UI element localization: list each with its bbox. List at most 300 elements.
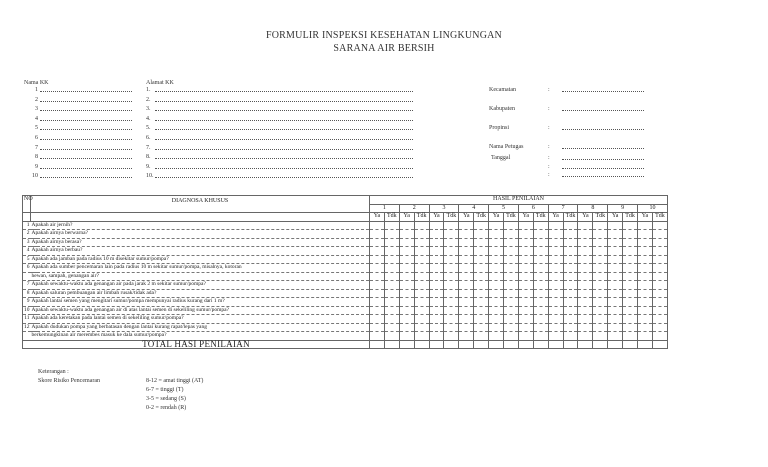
answer-cell[interactable] xyxy=(533,264,548,273)
answer-cell[interactable] xyxy=(444,221,459,230)
answer-cell[interactable] xyxy=(652,272,667,281)
nama-kk-field[interactable] xyxy=(40,96,132,102)
answer-cell[interactable] xyxy=(578,306,593,315)
answer-cell[interactable] xyxy=(429,289,444,298)
answer-cell[interactable] xyxy=(489,306,504,315)
answer-cell[interactable] xyxy=(399,272,414,281)
answer-cell[interactable] xyxy=(489,281,504,290)
field-input[interactable] xyxy=(562,143,644,149)
answer-cell[interactable] xyxy=(652,306,667,315)
nama-kk-field[interactable] xyxy=(40,115,132,121)
answer-cell[interactable] xyxy=(548,315,563,324)
answer-cell[interactable] xyxy=(474,272,489,281)
answer-cell[interactable] xyxy=(623,247,638,256)
answer-cell[interactable] xyxy=(474,238,489,247)
answer-cell[interactable] xyxy=(444,264,459,273)
answer-cell[interactable] xyxy=(384,332,399,341)
answer-cell[interactable] xyxy=(533,221,548,230)
answer-cell[interactable] xyxy=(518,255,533,264)
answer-cell[interactable] xyxy=(608,332,623,341)
answer-cell[interactable] xyxy=(414,332,429,341)
answer-cell[interactable] xyxy=(518,247,533,256)
answer-cell[interactable] xyxy=(429,298,444,307)
answer-cell[interactable] xyxy=(429,247,444,256)
answer-cell[interactable] xyxy=(608,323,623,332)
answer-cell[interactable] xyxy=(489,323,504,332)
answer-cell[interactable] xyxy=(518,289,533,298)
answer-cell[interactable] xyxy=(652,298,667,307)
nama-kk-field[interactable] xyxy=(40,105,132,111)
answer-cell[interactable] xyxy=(444,306,459,315)
alamat-kk-field[interactable] xyxy=(155,105,413,111)
nama-kk-field[interactable] xyxy=(40,86,132,92)
answer-cell[interactable] xyxy=(504,281,519,290)
answer-cell[interactable] xyxy=(370,289,385,298)
answer-cell[interactable] xyxy=(548,255,563,264)
answer-cell[interactable] xyxy=(504,230,519,239)
answer-cell[interactable] xyxy=(504,255,519,264)
answer-cell[interactable] xyxy=(652,238,667,247)
answer-cell[interactable] xyxy=(444,298,459,307)
answer-cell[interactable] xyxy=(370,323,385,332)
answer-cell[interactable] xyxy=(489,230,504,239)
answer-cell[interactable] xyxy=(652,289,667,298)
answer-cell[interactable] xyxy=(370,221,385,230)
answer-cell[interactable] xyxy=(459,230,474,239)
nama-kk-field[interactable] xyxy=(40,172,132,178)
nama-kk-field[interactable] xyxy=(40,144,132,150)
answer-cell[interactable] xyxy=(474,306,489,315)
answer-cell[interactable] xyxy=(578,247,593,256)
answer-cell[interactable] xyxy=(578,221,593,230)
answer-cell[interactable] xyxy=(489,255,504,264)
answer-cell[interactable] xyxy=(414,238,429,247)
nama-kk-field[interactable] xyxy=(40,163,132,169)
answer-cell[interactable] xyxy=(623,221,638,230)
answer-cell[interactable] xyxy=(623,289,638,298)
answer-cell[interactable] xyxy=(444,238,459,247)
answer-cell[interactable] xyxy=(518,264,533,273)
answer-cell[interactable] xyxy=(444,323,459,332)
answer-cell[interactable] xyxy=(384,315,399,324)
answer-cell[interactable] xyxy=(623,323,638,332)
answer-cell[interactable] xyxy=(414,230,429,239)
answer-cell[interactable] xyxy=(504,221,519,230)
answer-cell[interactable] xyxy=(399,238,414,247)
answer-cell[interactable] xyxy=(563,298,578,307)
answer-cell[interactable] xyxy=(623,264,638,273)
total-cell[interactable] xyxy=(623,340,638,349)
answer-cell[interactable] xyxy=(578,289,593,298)
answer-cell[interactable] xyxy=(384,264,399,273)
total-cell[interactable] xyxy=(414,340,429,349)
answer-cell[interactable] xyxy=(623,298,638,307)
answer-cell[interactable] xyxy=(608,255,623,264)
nama-kk-field[interactable] xyxy=(40,134,132,140)
answer-cell[interactable] xyxy=(533,247,548,256)
answer-cell[interactable] xyxy=(444,255,459,264)
answer-cell[interactable] xyxy=(459,238,474,247)
answer-cell[interactable] xyxy=(533,255,548,264)
answer-cell[interactable] xyxy=(548,332,563,341)
field-input[interactable] xyxy=(562,86,644,92)
answer-cell[interactable] xyxy=(578,272,593,281)
answer-cell[interactable] xyxy=(489,221,504,230)
total-cell[interactable] xyxy=(593,340,608,349)
answer-cell[interactable] xyxy=(370,298,385,307)
answer-cell[interactable] xyxy=(623,230,638,239)
answer-cell[interactable] xyxy=(489,298,504,307)
answer-cell[interactable] xyxy=(578,315,593,324)
answer-cell[interactable] xyxy=(623,315,638,324)
answer-cell[interactable] xyxy=(518,238,533,247)
answer-cell[interactable] xyxy=(459,323,474,332)
answer-cell[interactable] xyxy=(608,298,623,307)
answer-cell[interactable] xyxy=(384,298,399,307)
answer-cell[interactable] xyxy=(593,247,608,256)
answer-cell[interactable] xyxy=(623,272,638,281)
answer-cell[interactable] xyxy=(563,289,578,298)
answer-cell[interactable] xyxy=(548,247,563,256)
answer-cell[interactable] xyxy=(638,332,653,341)
answer-cell[interactable] xyxy=(533,323,548,332)
answer-cell[interactable] xyxy=(370,264,385,273)
answer-cell[interactable] xyxy=(414,315,429,324)
answer-cell[interactable] xyxy=(638,255,653,264)
answer-cell[interactable] xyxy=(414,323,429,332)
answer-cell[interactable] xyxy=(384,272,399,281)
answer-cell[interactable] xyxy=(518,306,533,315)
answer-cell[interactable] xyxy=(429,323,444,332)
answer-cell[interactable] xyxy=(578,264,593,273)
alamat-kk-field[interactable] xyxy=(155,96,413,102)
total-cell[interactable] xyxy=(578,340,593,349)
answer-cell[interactable] xyxy=(638,281,653,290)
answer-cell[interactable] xyxy=(459,332,474,341)
answer-cell[interactable] xyxy=(399,230,414,239)
answer-cell[interactable] xyxy=(593,315,608,324)
answer-cell[interactable] xyxy=(504,247,519,256)
answer-cell[interactable] xyxy=(533,315,548,324)
answer-cell[interactable] xyxy=(414,255,429,264)
answer-cell[interactable] xyxy=(459,289,474,298)
alamat-kk-field[interactable] xyxy=(155,144,413,150)
answer-cell[interactable] xyxy=(370,255,385,264)
answer-cell[interactable] xyxy=(623,238,638,247)
total-cell[interactable] xyxy=(638,340,653,349)
total-cell[interactable] xyxy=(444,340,459,349)
answer-cell[interactable] xyxy=(593,221,608,230)
field-input[interactable] xyxy=(562,171,644,177)
total-cell[interactable] xyxy=(652,340,667,349)
answer-cell[interactable] xyxy=(370,306,385,315)
answer-cell[interactable] xyxy=(563,230,578,239)
answer-cell[interactable] xyxy=(504,298,519,307)
answer-cell[interactable] xyxy=(489,272,504,281)
alamat-kk-field[interactable] xyxy=(155,163,413,169)
answer-cell[interactable] xyxy=(384,323,399,332)
answer-cell[interactable] xyxy=(548,298,563,307)
answer-cell[interactable] xyxy=(518,323,533,332)
total-cell[interactable] xyxy=(429,340,444,349)
answer-cell[interactable] xyxy=(504,323,519,332)
answer-cell[interactable] xyxy=(504,306,519,315)
total-cell[interactable] xyxy=(548,340,563,349)
answer-cell[interactable] xyxy=(399,289,414,298)
total-cell[interactable] xyxy=(384,340,399,349)
total-cell[interactable] xyxy=(533,340,548,349)
answer-cell[interactable] xyxy=(533,332,548,341)
answer-cell[interactable] xyxy=(444,247,459,256)
answer-cell[interactable] xyxy=(608,221,623,230)
answer-cell[interactable] xyxy=(414,272,429,281)
answer-cell[interactable] xyxy=(548,289,563,298)
answer-cell[interactable] xyxy=(459,255,474,264)
answer-cell[interactable] xyxy=(459,221,474,230)
answer-cell[interactable] xyxy=(652,264,667,273)
answer-cell[interactable] xyxy=(518,272,533,281)
answer-cell[interactable] xyxy=(459,281,474,290)
answer-cell[interactable] xyxy=(414,298,429,307)
answer-cell[interactable] xyxy=(563,323,578,332)
answer-cell[interactable] xyxy=(578,323,593,332)
answer-cell[interactable] xyxy=(593,298,608,307)
field-input[interactable] xyxy=(562,105,644,111)
answer-cell[interactable] xyxy=(563,281,578,290)
answer-cell[interactable] xyxy=(652,323,667,332)
alamat-kk-field[interactable] xyxy=(155,172,413,178)
answer-cell[interactable] xyxy=(504,264,519,273)
answer-cell[interactable] xyxy=(384,230,399,239)
answer-cell[interactable] xyxy=(593,264,608,273)
answer-cell[interactable] xyxy=(518,332,533,341)
answer-cell[interactable] xyxy=(399,298,414,307)
answer-cell[interactable] xyxy=(370,332,385,341)
answer-cell[interactable] xyxy=(414,247,429,256)
answer-cell[interactable] xyxy=(638,306,653,315)
answer-cell[interactable] xyxy=(563,255,578,264)
answer-cell[interactable] xyxy=(459,272,474,281)
answer-cell[interactable] xyxy=(370,281,385,290)
answer-cell[interactable] xyxy=(489,315,504,324)
answer-cell[interactable] xyxy=(548,238,563,247)
answer-cell[interactable] xyxy=(593,323,608,332)
answer-cell[interactable] xyxy=(623,332,638,341)
answer-cell[interactable] xyxy=(518,221,533,230)
answer-cell[interactable] xyxy=(638,289,653,298)
answer-cell[interactable] xyxy=(459,298,474,307)
answer-cell[interactable] xyxy=(504,238,519,247)
alamat-kk-field[interactable] xyxy=(155,115,413,121)
answer-cell[interactable] xyxy=(563,221,578,230)
answer-cell[interactable] xyxy=(370,238,385,247)
answer-cell[interactable] xyxy=(444,315,459,324)
answer-cell[interactable] xyxy=(399,255,414,264)
alamat-kk-field[interactable] xyxy=(155,124,413,130)
answer-cell[interactable] xyxy=(638,230,653,239)
answer-cell[interactable] xyxy=(444,272,459,281)
total-cell[interactable] xyxy=(489,340,504,349)
answer-cell[interactable] xyxy=(652,230,667,239)
total-cell[interactable] xyxy=(370,340,385,349)
answer-cell[interactable] xyxy=(444,289,459,298)
answer-cell[interactable] xyxy=(563,332,578,341)
total-cell[interactable] xyxy=(563,340,578,349)
answer-cell[interactable] xyxy=(399,221,414,230)
answer-cell[interactable] xyxy=(593,230,608,239)
answer-cell[interactable] xyxy=(504,332,519,341)
answer-cell[interactable] xyxy=(459,247,474,256)
answer-cell[interactable] xyxy=(459,306,474,315)
answer-cell[interactable] xyxy=(459,315,474,324)
answer-cell[interactable] xyxy=(548,306,563,315)
answer-cell[interactable] xyxy=(563,272,578,281)
answer-cell[interactable] xyxy=(384,238,399,247)
answer-cell[interactable] xyxy=(593,332,608,341)
answer-cell[interactable] xyxy=(429,281,444,290)
answer-cell[interactable] xyxy=(652,221,667,230)
answer-cell[interactable] xyxy=(384,289,399,298)
answer-cell[interactable] xyxy=(533,281,548,290)
answer-cell[interactable] xyxy=(563,315,578,324)
answer-cell[interactable] xyxy=(638,264,653,273)
answer-cell[interactable] xyxy=(578,298,593,307)
answer-cell[interactable] xyxy=(593,306,608,315)
answer-cell[interactable] xyxy=(533,272,548,281)
answer-cell[interactable] xyxy=(414,221,429,230)
answer-cell[interactable] xyxy=(414,264,429,273)
answer-cell[interactable] xyxy=(429,332,444,341)
answer-cell[interactable] xyxy=(638,247,653,256)
total-cell[interactable] xyxy=(459,340,474,349)
answer-cell[interactable] xyxy=(623,281,638,290)
answer-cell[interactable] xyxy=(504,289,519,298)
answer-cell[interactable] xyxy=(444,230,459,239)
answer-cell[interactable] xyxy=(638,298,653,307)
answer-cell[interactable] xyxy=(652,247,667,256)
answer-cell[interactable] xyxy=(533,306,548,315)
answer-cell[interactable] xyxy=(638,272,653,281)
nama-kk-field[interactable] xyxy=(40,124,132,130)
answer-cell[interactable] xyxy=(638,315,653,324)
answer-cell[interactable] xyxy=(489,289,504,298)
answer-cell[interactable] xyxy=(370,247,385,256)
answer-cell[interactable] xyxy=(474,230,489,239)
answer-cell[interactable] xyxy=(652,255,667,264)
alamat-kk-field[interactable] xyxy=(155,153,413,159)
answer-cell[interactable] xyxy=(578,255,593,264)
answer-cell[interactable] xyxy=(489,247,504,256)
answer-cell[interactable] xyxy=(563,247,578,256)
answer-cell[interactable] xyxy=(399,281,414,290)
answer-cell[interactable] xyxy=(578,332,593,341)
answer-cell[interactable] xyxy=(429,315,444,324)
answer-cell[interactable] xyxy=(474,264,489,273)
answer-cell[interactable] xyxy=(459,264,474,273)
answer-cell[interactable] xyxy=(489,332,504,341)
answer-cell[interactable] xyxy=(474,289,489,298)
field-input[interactable] xyxy=(562,124,644,130)
answer-cell[interactable] xyxy=(429,264,444,273)
answer-cell[interactable] xyxy=(474,332,489,341)
answer-cell[interactable] xyxy=(429,255,444,264)
answer-cell[interactable] xyxy=(474,255,489,264)
total-cell[interactable] xyxy=(504,340,519,349)
answer-cell[interactable] xyxy=(593,238,608,247)
answer-cell[interactable] xyxy=(518,281,533,290)
answer-cell[interactable] xyxy=(638,238,653,247)
answer-cell[interactable] xyxy=(444,281,459,290)
answer-cell[interactable] xyxy=(399,315,414,324)
answer-cell[interactable] xyxy=(623,255,638,264)
answer-cell[interactable] xyxy=(518,230,533,239)
answer-cell[interactable] xyxy=(652,315,667,324)
answer-cell[interactable] xyxy=(399,264,414,273)
answer-cell[interactable] xyxy=(548,264,563,273)
answer-cell[interactable] xyxy=(563,238,578,247)
answer-cell[interactable] xyxy=(608,238,623,247)
answer-cell[interactable] xyxy=(608,264,623,273)
answer-cell[interactable] xyxy=(548,230,563,239)
answer-cell[interactable] xyxy=(474,315,489,324)
answer-cell[interactable] xyxy=(608,230,623,239)
nama-kk-field[interactable] xyxy=(40,153,132,159)
answer-cell[interactable] xyxy=(429,230,444,239)
answer-cell[interactable] xyxy=(370,315,385,324)
answer-cell[interactable] xyxy=(399,247,414,256)
answer-cell[interactable] xyxy=(548,272,563,281)
answer-cell[interactable] xyxy=(548,221,563,230)
answer-cell[interactable] xyxy=(593,281,608,290)
answer-cell[interactable] xyxy=(638,221,653,230)
answer-cell[interactable] xyxy=(504,272,519,281)
answer-cell[interactable] xyxy=(384,255,399,264)
answer-cell[interactable] xyxy=(533,298,548,307)
answer-cell[interactable] xyxy=(533,289,548,298)
answer-cell[interactable] xyxy=(474,221,489,230)
answer-cell[interactable] xyxy=(384,281,399,290)
answer-cell[interactable] xyxy=(608,247,623,256)
answer-cell[interactable] xyxy=(370,272,385,281)
answer-cell[interactable] xyxy=(489,264,504,273)
answer-cell[interactable] xyxy=(429,238,444,247)
answer-cell[interactable] xyxy=(414,289,429,298)
total-cell[interactable] xyxy=(474,340,489,349)
answer-cell[interactable] xyxy=(593,289,608,298)
answer-cell[interactable] xyxy=(474,247,489,256)
answer-cell[interactable] xyxy=(518,315,533,324)
answer-cell[interactable] xyxy=(608,281,623,290)
answer-cell[interactable] xyxy=(608,306,623,315)
answer-cell[interactable] xyxy=(399,332,414,341)
answer-cell[interactable] xyxy=(533,230,548,239)
answer-cell[interactable] xyxy=(548,281,563,290)
field-input[interactable] xyxy=(562,154,644,160)
answer-cell[interactable] xyxy=(370,230,385,239)
answer-cell[interactable] xyxy=(608,315,623,324)
alamat-kk-field[interactable] xyxy=(155,134,413,140)
answer-cell[interactable] xyxy=(384,306,399,315)
answer-cell[interactable] xyxy=(578,281,593,290)
answer-cell[interactable] xyxy=(533,238,548,247)
answer-cell[interactable] xyxy=(593,272,608,281)
total-cell[interactable] xyxy=(399,340,414,349)
answer-cell[interactable] xyxy=(429,221,444,230)
answer-cell[interactable] xyxy=(414,281,429,290)
answer-cell[interactable] xyxy=(518,298,533,307)
answer-cell[interactable] xyxy=(578,230,593,239)
answer-cell[interactable] xyxy=(384,247,399,256)
